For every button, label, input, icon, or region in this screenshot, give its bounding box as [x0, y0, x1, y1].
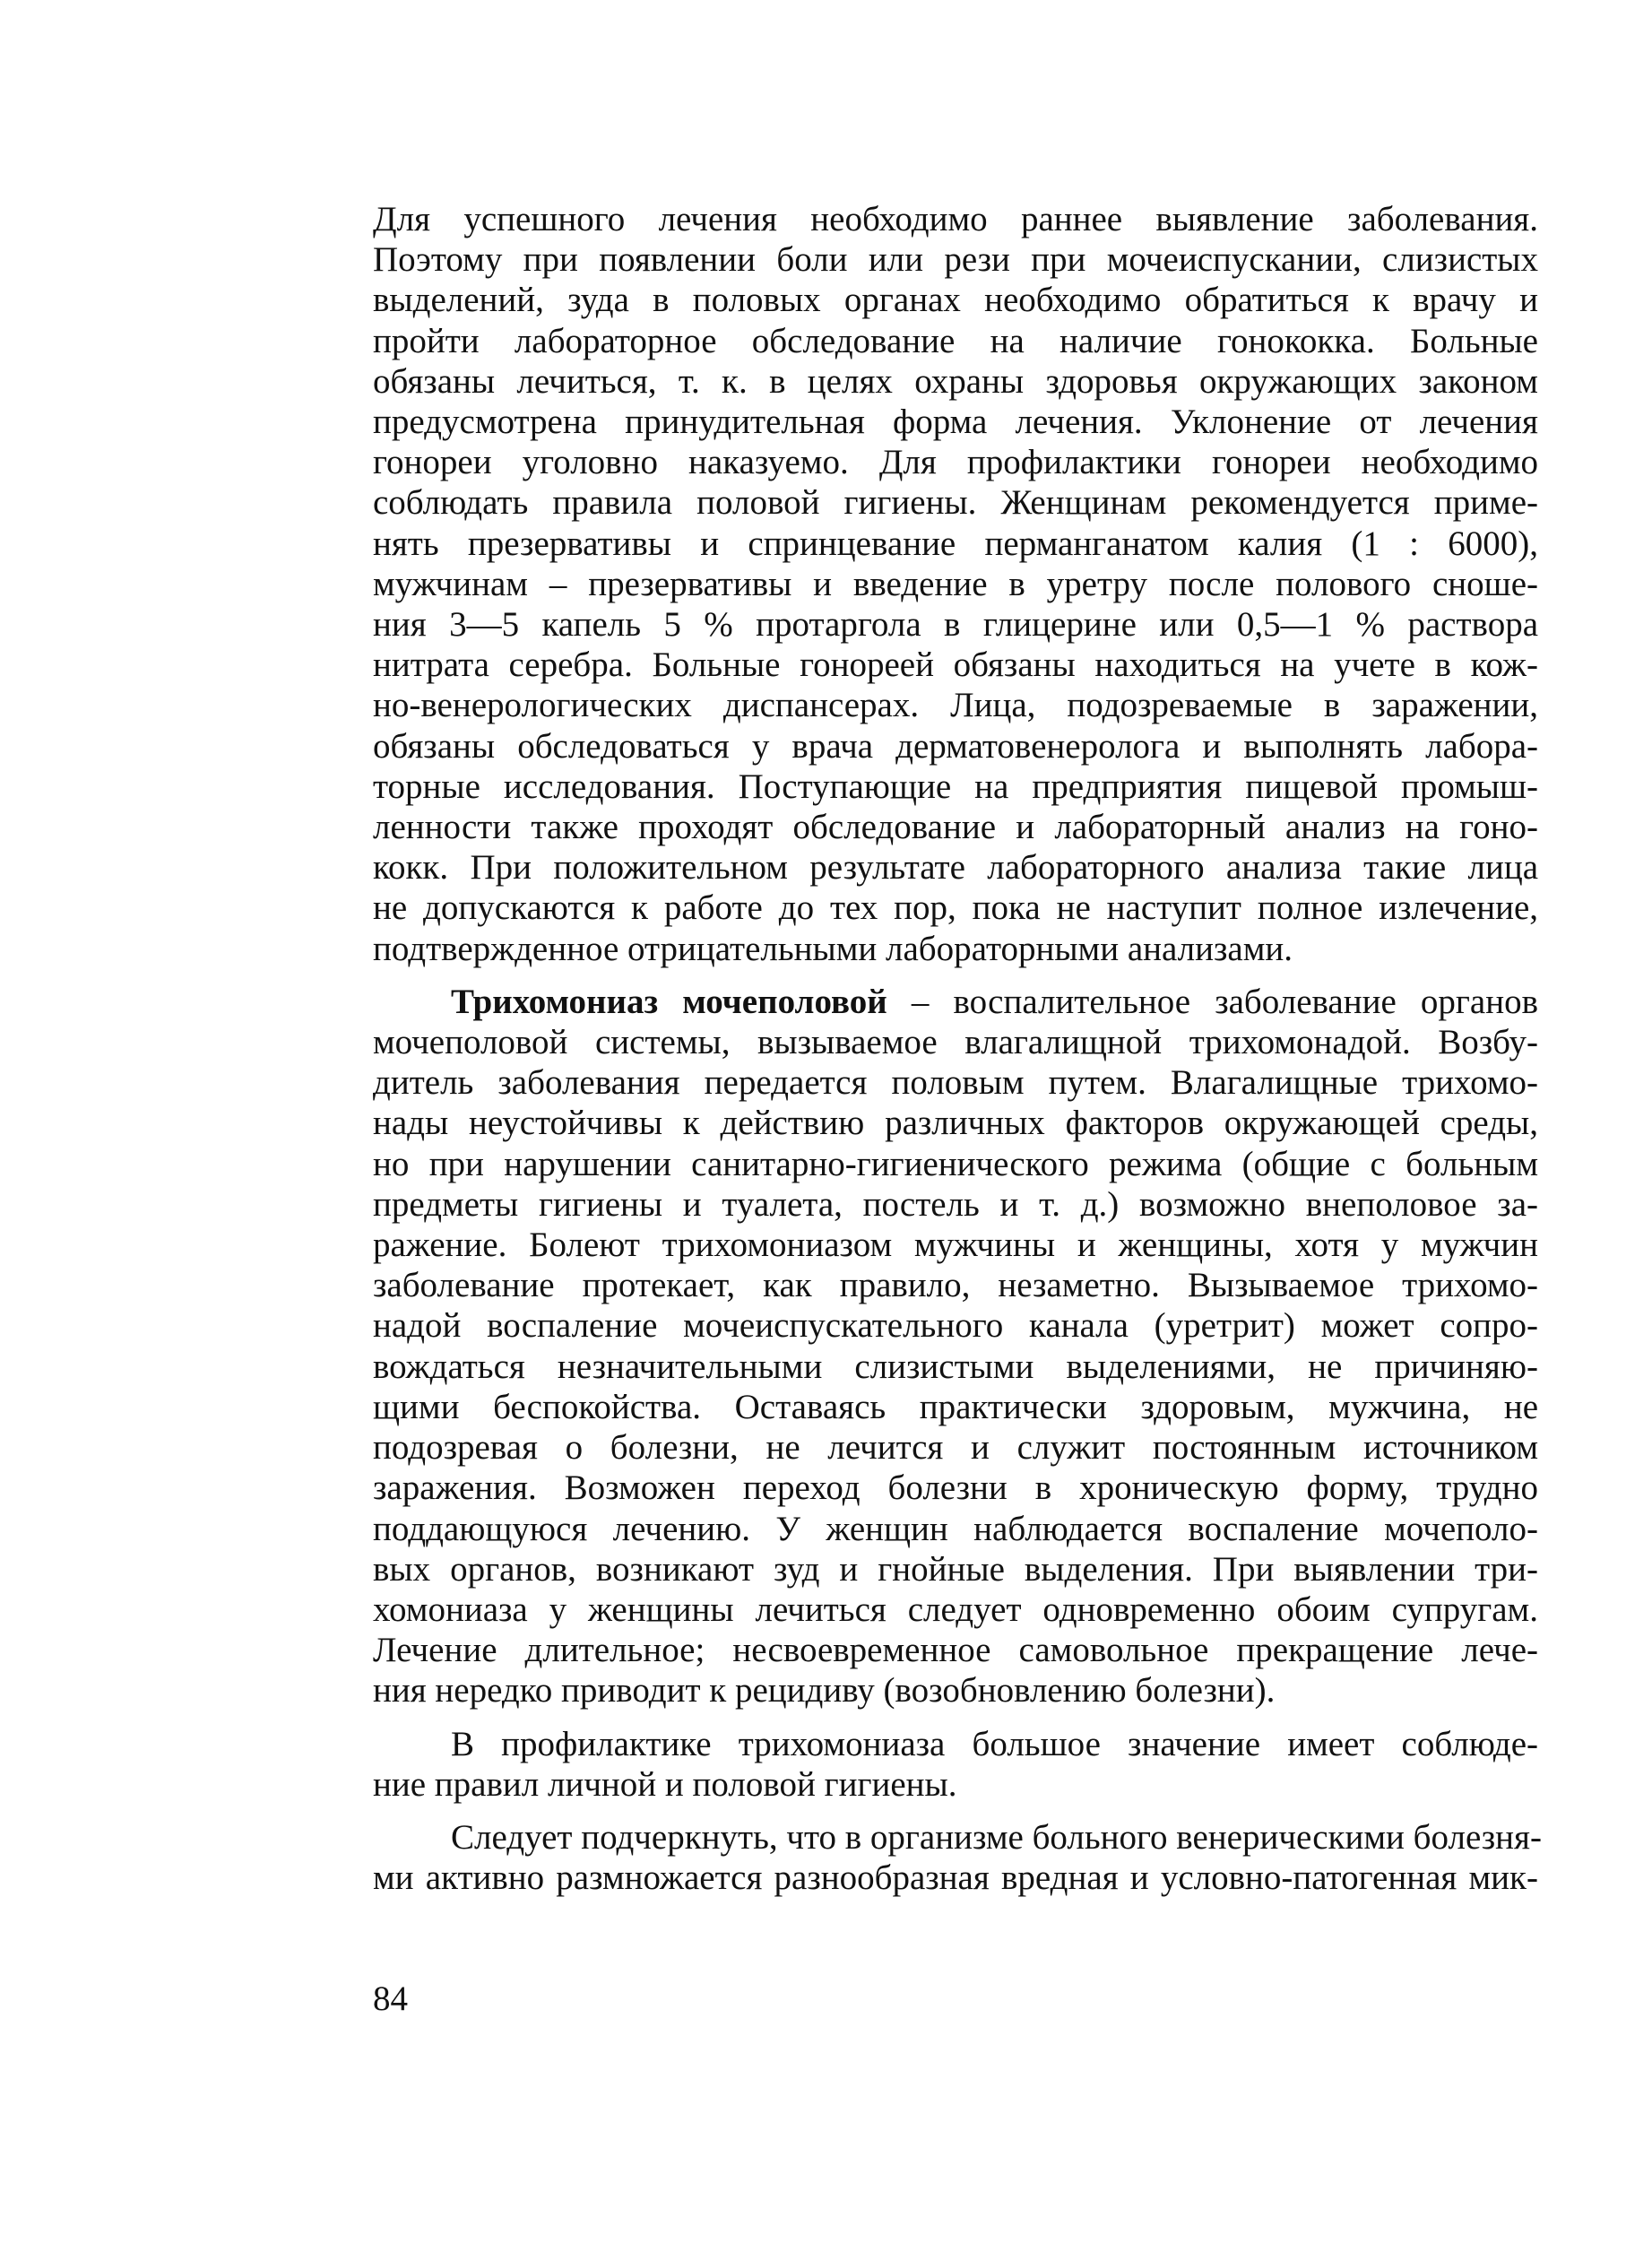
body-text [373, 199, 1542, 1898]
text-line: хомониаза у женщины лечиться следует одновременно обоим супругам. [373, 1589, 1538, 1629]
text-line: щими беспокойства. Оставаясь практически здоровым, мужчина, не [373, 1387, 1538, 1426]
text-line-with-term [373, 982, 1538, 1022]
text-line: соблюдать правила половой гигиены. Женщинам рекомендуется приме- [373, 483, 1538, 523]
bold-term: Трихомониаз мочеполовой [451, 982, 887, 1021]
text-line: дитель заболевания передается половым путем. Влагалищные трихомо- [373, 1063, 1538, 1103]
paragraph-prevention [373, 1724, 1538, 1805]
text-line: кокк. При положительном результате лабораторного анализа такие лица [373, 848, 1538, 888]
text-line: подтвержденное отрицательными лабораторными анализами. [373, 929, 1293, 968]
paragraph-trichomoniasis [373, 982, 1538, 1711]
text-line: заражения. Возможен переход болезни в хроническую форму, трудно [373, 1468, 1538, 1508]
text-line: но-венерологических диспансерах. Лица, подозреваемые в заражении, [373, 686, 1538, 725]
paragraph-microflora [373, 1817, 1542, 1898]
text-line: вождаться незначительными слизистыми выделениями, не причиняю- [373, 1347, 1538, 1386]
page-number: 84 [373, 1979, 408, 2018]
text-line: выделений, зуда в половых органах необходимо обратиться к врачу и [373, 281, 1538, 320]
paragraph-gonorrhea-treatment [373, 199, 1538, 969]
text-line: Для успешного лечения необходимо раннее выявление заболевания. [373, 200, 1538, 238]
text-line: заболевание протекает, как правило, незаметно. Вызываемое трихомо- [373, 1266, 1538, 1305]
text-line: не допускаются к работе до тех пор, пока не наступит полное излечение, [373, 888, 1538, 928]
text-line: но при нарушении санитарно-гигиенического режима (общие с больным [373, 1144, 1538, 1183]
text-line: надой воспаление мочеиспускательного канала (уретрит) может сопро- [373, 1306, 1538, 1346]
text-line: обязаны обследоваться у врача дерматовенеролога и выполнять лабора- [373, 726, 1538, 766]
text-line: нитрата серебра. Больные гонореей обязаны находиться на учете в кож- [373, 645, 1538, 685]
text-line: нять презервативы и спринцевание перманганатом калия (1 : 6000), [373, 524, 1538, 563]
text-line: В профилактике трихомониаза большое значение имеет соблюде- [451, 1724, 1538, 1763]
text-line: ражение. Болеют трихомониазом мужчины и женщины, хотя у мужчин [373, 1226, 1538, 1265]
text-line: предметы гигиены и туалета, постель и т. д.) возможно внеполовое за- [373, 1184, 1538, 1224]
paragraph-spacer [373, 969, 1538, 982]
text-line: мужчинам – презервативы и введение в уретру после полового сноше- [373, 564, 1538, 603]
text-line: поддающуюся лечению. У женщин наблюдается воспаление мочеполо- [373, 1509, 1538, 1548]
text-line: предусмотрена принудительная форма лечения. Уклонение от лечения [373, 403, 1538, 442]
term-definition: – воспалительное заболевание органов [887, 982, 1539, 1021]
text-line: ния 3—5 капель 5 % протаргола в глицерине или 0,5—1 % раствора [373, 605, 1538, 645]
text-line: мочеполовой системы, вызываемое влагалищной трихомонадой. Возбу- [373, 1023, 1538, 1062]
text-line: гонореи уголовно наказуемо. Для профилактики гонореи необходимо [373, 443, 1538, 482]
paragraph-spacer [373, 1805, 1538, 1817]
text-line: обязаны лечиться, т. к. в целях охраны здоровья окружающих законом [373, 361, 1538, 401]
text-line: пройти лабораторное обследование на наличие гонококка. Больные [373, 321, 1538, 360]
text-line: ленности также проходят обследование и лабораторный анализ на гоно- [373, 808, 1538, 847]
text-line: ми активно размножается разнообразная вредная и условно-патогенная мик- [373, 1858, 1538, 1898]
text-line: ния нередко приводит к рецидиву (возобновлению болезни). [373, 1671, 1276, 1711]
text-line: Следует подчеркнуть, что в организме больного венерическими болезня- [451, 1817, 1542, 1857]
text-line: ние правил личной и половой гигиены. [373, 1764, 957, 1804]
text-line: нады неустойчивы к действию различных факторов окружающей среды, [373, 1104, 1538, 1143]
text-line: Поэтому при появлении боли или рези при мочеиспускании, слизистых [373, 240, 1538, 280]
text-line: торные исследования. Поступающие на предприятия пищевой промыш- [373, 767, 1538, 806]
paragraph-spacer [373, 1711, 1538, 1724]
text-line: вых органов, возникают зуд и гнойные выделения. При выявлении три- [373, 1549, 1538, 1589]
text-line: Лечение длительное; несвоевременное самовольное прекращение лече- [373, 1631, 1538, 1670]
text-line: подозревая о болезни, не лечится и служит постоянным источником [373, 1428, 1538, 1468]
